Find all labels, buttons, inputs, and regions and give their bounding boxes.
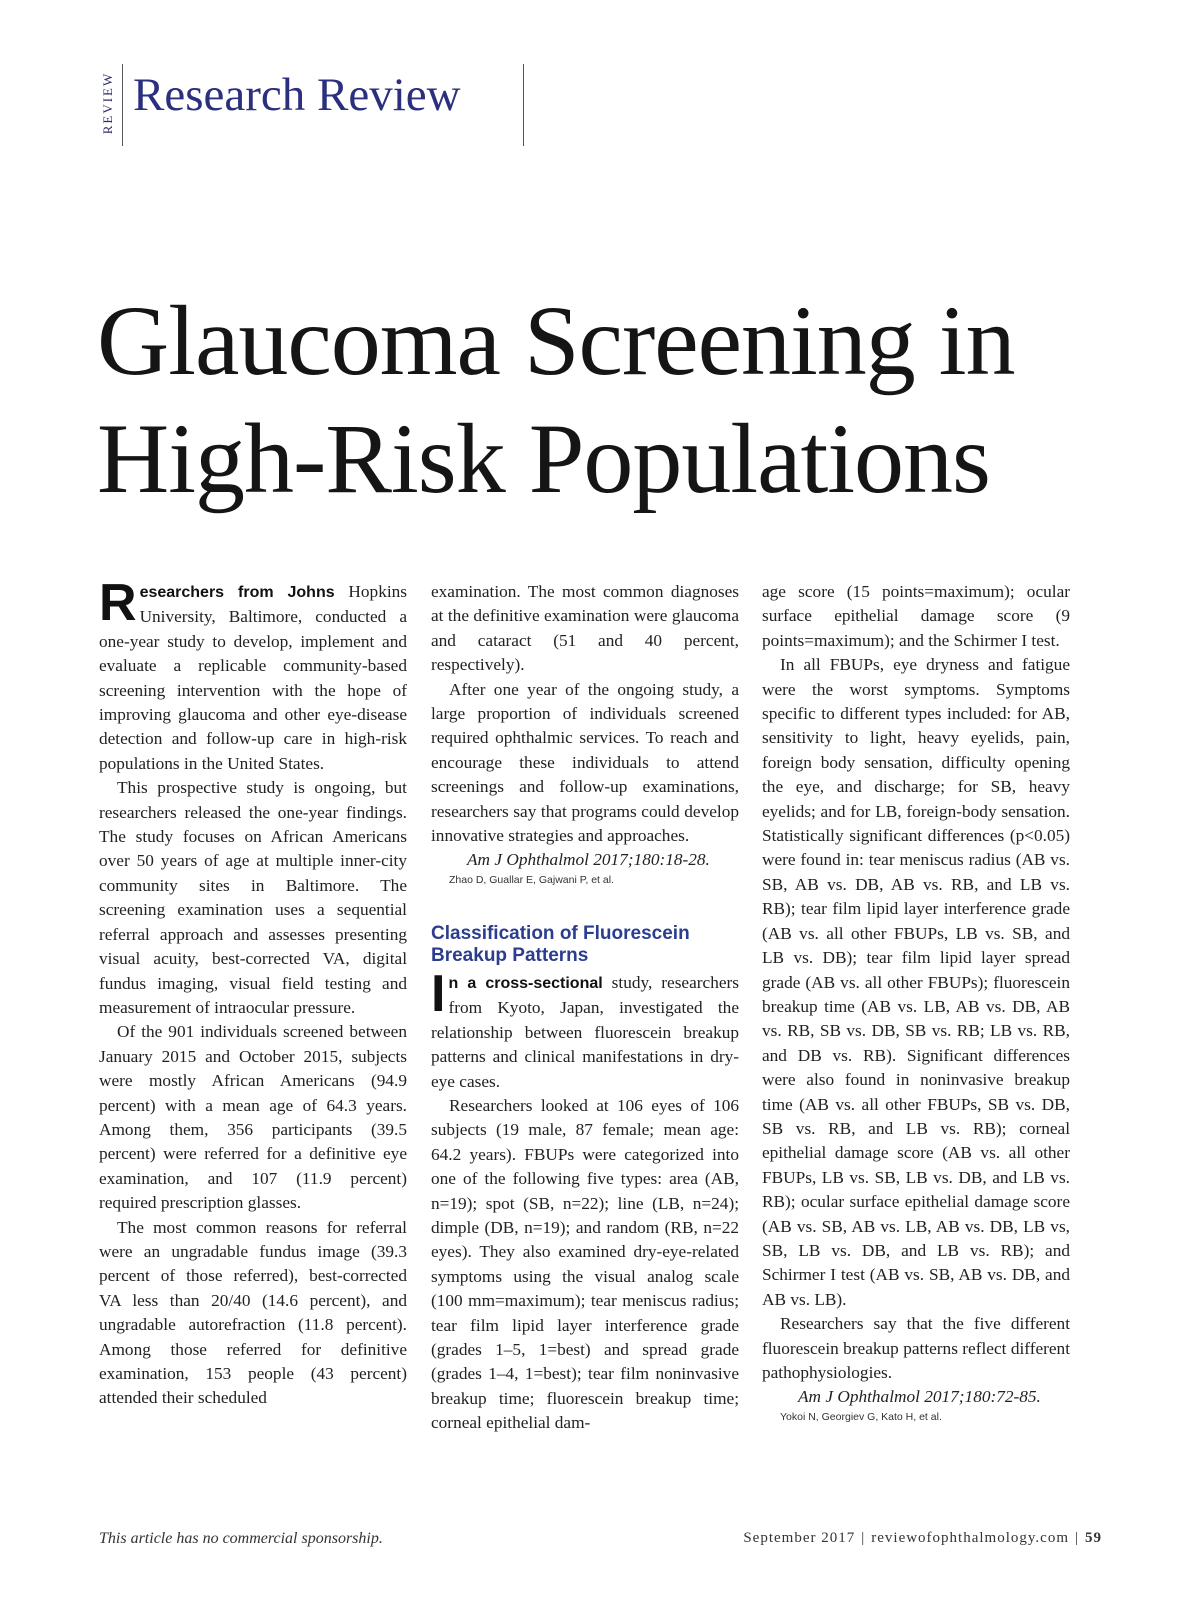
article-title: Glaucoma Screening in High-Risk Populations — [97, 285, 1015, 514]
article1-citation: Am J Ophthalmol 2017;180:18-28. — [467, 850, 710, 870]
run-in-lead: n a cross-sectional — [448, 974, 603, 992]
footer-separator: | — [861, 1530, 866, 1546]
paragraph-text: Hopkins University, Baltimore, conducted a one-year study to develop, implement and evaluate a replicable community-based screening intervention with the hope of improving glaucoma and other eye-disease detection and follow-up care in high-risk populations in the United States. — [99, 582, 408, 773]
article1-paragraph-2: This prospective study is ongoing, but researchers released the one-year findings. The study focuses on African Americans over 50 years of age at multiple inner-city community sites in Baltimore. The screening examination uses a sequential referral approach and assesses presenting visual acuity, best-corrected VA, digital fundus imaging, visual field testing and measurement of intraocular pressure. — [99, 778, 407, 1017]
article2-paragraph-3: In all FBUPs, eye dryness and fatigue were the worst symptoms. Symptoms specific to different types included: for AB, sensitivity to light, heavy eyelids, pain, foreign body sensation, difficulty opening the eye, and discharge; for SB, heavy eyelids; and for LB, foreign-body sensation. Statistically significant differences (p<0.05) were found in: tear meniscus radius (AB vs. SB, AB vs. DB, AB vs. RB, and LB vs. RB); tear film lipid layer interference grade (AB vs. all other FBUPs, LB vs. SB, and LB vs. DB); tear film lipid layer spread grade (AB vs. all other FBUPs); fluorescein breakup time (AB vs. LB, AB vs. DB, AB vs. RB, SB vs. DB, SB vs. RB; LB vs. RB, and DB vs. RB). Significant differences were also found in noninvasive breakup time (AB vs. all other FBUPs, SB vs. DB, SB vs. RB, and LB vs. RB); corneal epithelial damage score (AB vs. all other FBUPs, LB vs. SB, LB vs. DB, and LB vs. RB); ocular surface epithelial damage score (AB vs. SB, AB vs. LB, AB vs. DB, LB vs, SB, LB vs. DB, and LB vs. RB); and Schirmer I test (AB vs. SB, AB vs. DB, and AB vs. LB). — [762, 655, 1070, 1309]
article2-authors: Yokoi N, Georgiev G, Kato H, et al. — [780, 1410, 942, 1423]
article2-paragraph-1 — [431, 964, 739, 1094]
article2-paragraph-2: Researchers looked at 106 eyes of 106 subjects (19 male, 87 female; mean age: 64.2 years). FBUPs were categorized into one of the following five types: area (AB, n=19); spot (SB, n=22); line (LB, n=24); dimple (DB, n=19); and random (RB, n=22 eyes). They also examined dry-eye-related symptoms using the visual analog scale (100 mm=maximum); tear meniscus radius; tear film lipid layer interference grade (grades 1–5, 1=best) and spread grade (grades 1–4, 1=best); tear film noninvasive breakup time; fluorescein breakup time; corneal epithelial dam- — [431, 1095, 739, 1433]
review-tag-label: REVIEW — [100, 71, 115, 135]
issue-date: September 2017 — [743, 1530, 856, 1546]
column-3 — [762, 580, 1070, 1424]
article1-authors: Zhao D, Guallar E, Gajwani P, et al. — [449, 873, 614, 886]
review-tag — [97, 60, 119, 146]
article1-paragraph-3: Of the 901 individuals screened between January 2015 and October 2015, subjects were mostly African Americans (94.9 percent) with a mean age of 64.3 years. Among them, 356 participants (39.5 percent) were referred for a definitive eye examination, and 107 (11.9 percent) required prescription glasses. — [99, 1022, 407, 1213]
sponsorship-note: This article has no commercial sponsorship. — [99, 1530, 383, 1547]
page-footer — [743, 1530, 1102, 1547]
article2-heading: Classification of Fluorescein Breakup Patterns — [431, 922, 690, 966]
article1-paragraph-4: The most common reasons for referral were an ungradable fundus image (39.3 percent of those referred), best-corrected VA less than 20/40 (14.6 percent), and ungradable autorefraction (11.8 percent). Among those referred for definitive examination, 153 people (43 percent) attended their scheduled — [99, 1217, 407, 1408]
header-divider-right — [523, 64, 524, 146]
article2-citation: Am J Ophthalmol 2017;180:72-85. — [798, 1387, 1041, 1407]
section-title: Research Review — [133, 69, 461, 121]
dropcap: I — [431, 964, 446, 1023]
header-divider-left — [122, 64, 123, 146]
run-in-lead: esearchers from Johns — [139, 584, 335, 601]
dropcap: R — [99, 574, 137, 632]
page-number: 59 — [1085, 1530, 1102, 1546]
article1-paragraph-4-continued: examination. The most common diagnoses at the definitive examination were glaucoma and cataract (51 and 40 percent, respectively). — [431, 582, 739, 675]
footer-separator: | — [1074, 1530, 1079, 1546]
column-2 — [431, 580, 739, 1436]
article2-paragraph-2-continued: age score (15 points=maximum); ocular surface epithelial damage score (9 points=maximum); and the Schirmer I test. — [762, 582, 1070, 650]
article1-paragraph-1 — [99, 574, 408, 776]
column-1 — [99, 574, 408, 1411]
website-link[interactable]: reviewofophthalmology.com — [871, 1530, 1069, 1546]
paragraph-text: study, researchers from Kyoto, Japan, investigated the relationship between fluorescein breakup patterns and clinical manifestations in dry-eye cases. — [431, 972, 739, 1091]
article1-paragraph-5: After one year of the ongoing study, a large proportion of individuals screened required ophthalmic services. To reach and encourage these individuals to attend screenings and follow-up examinations, researchers say that programs could develop innovative strategies and approaches. — [431, 679, 739, 846]
article2-paragraph-4: Researchers say that the five different fluorescein breakup patterns reflect different pathophysiologies. — [762, 1314, 1070, 1382]
